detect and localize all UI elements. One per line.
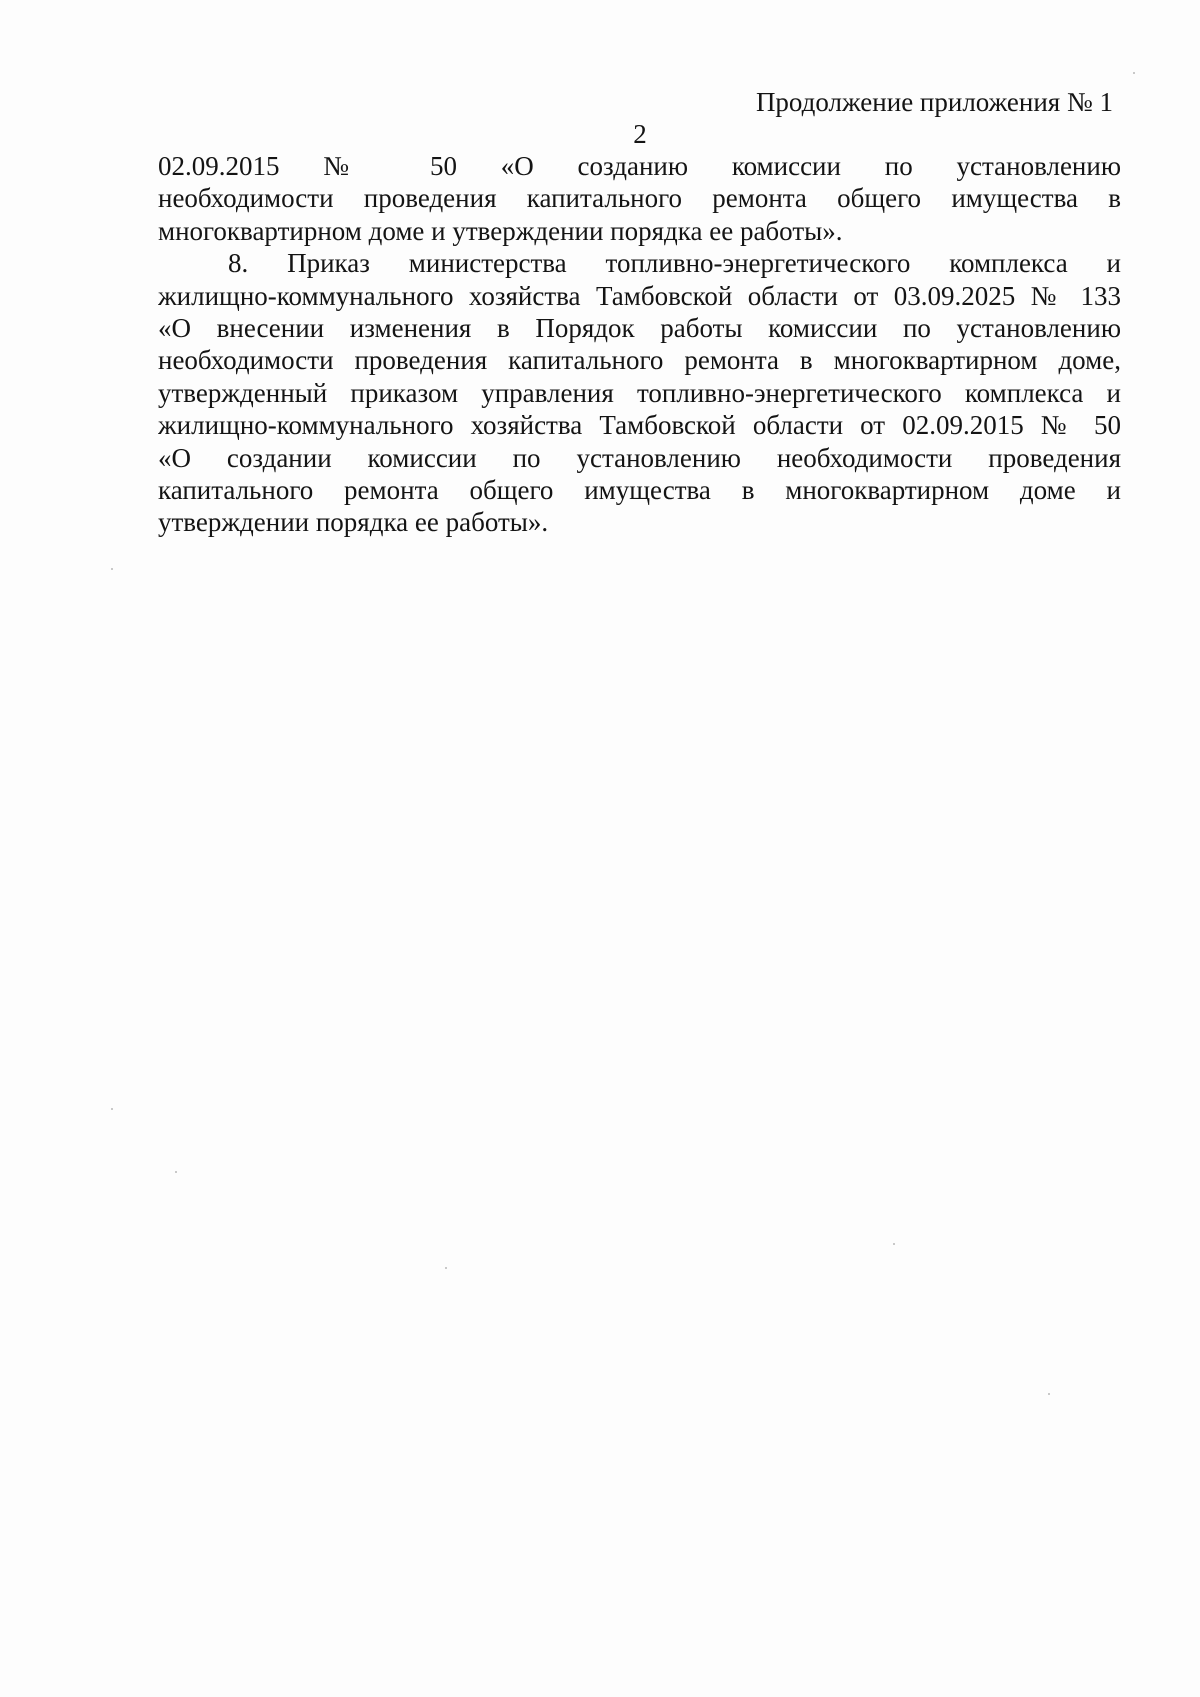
text-line: 02.09.2015 № 50 «О созданию комиссии по установлению	[158, 151, 1121, 181]
text-line: утвержденный приказом управления топливно-энергетического комплекса и	[158, 377, 1121, 408]
text-line: жилищно-коммунального хозяйства Тамбовской области от 03.09.2025 № 133	[158, 280, 1121, 311]
text-line: необходимости проведения капитального ремонта в многоквартирном доме,	[158, 345, 1121, 376]
page-number: 2	[633, 119, 647, 149]
document-body	[158, 150, 1121, 539]
text-line: «О внесении изменения в Порядок работы комиссии по установлению	[158, 312, 1121, 343]
scan-speck	[445, 1267, 447, 1269]
text-line: 8. Приказ министерства топливно-энергетического комплекса и	[228, 248, 1121, 279]
paragraph-1	[158, 150, 1121, 247]
text-line: утверждении порядка ее работы».	[158, 507, 549, 538]
scan-speck	[1048, 1393, 1050, 1395]
text-line: жилищно-коммунального хозяйства Тамбовской области от 02.09.2015 № 50	[158, 410, 1121, 441]
paragraph-8	[158, 247, 1121, 539]
scan-speck	[175, 1171, 177, 1173]
text-line: «О создании комиссии по установлению необходимости проведения	[158, 442, 1121, 473]
scan-speck	[111, 1108, 113, 1110]
scan-speck	[1133, 72, 1135, 74]
text-line: многоквартирном доме и утверждении порядка ее работы».	[158, 215, 843, 246]
appendix-continuation-note: Продолжение приложения № 1	[755, 87, 1113, 117]
text-line: необходимости проведения капитального ремонта общего имущества в	[158, 183, 1121, 214]
text-line: капитального ремонта общего имущества в многоквартирном доме и	[158, 474, 1121, 505]
scan-speck	[893, 1243, 895, 1245]
scan-speck	[111, 568, 113, 570]
